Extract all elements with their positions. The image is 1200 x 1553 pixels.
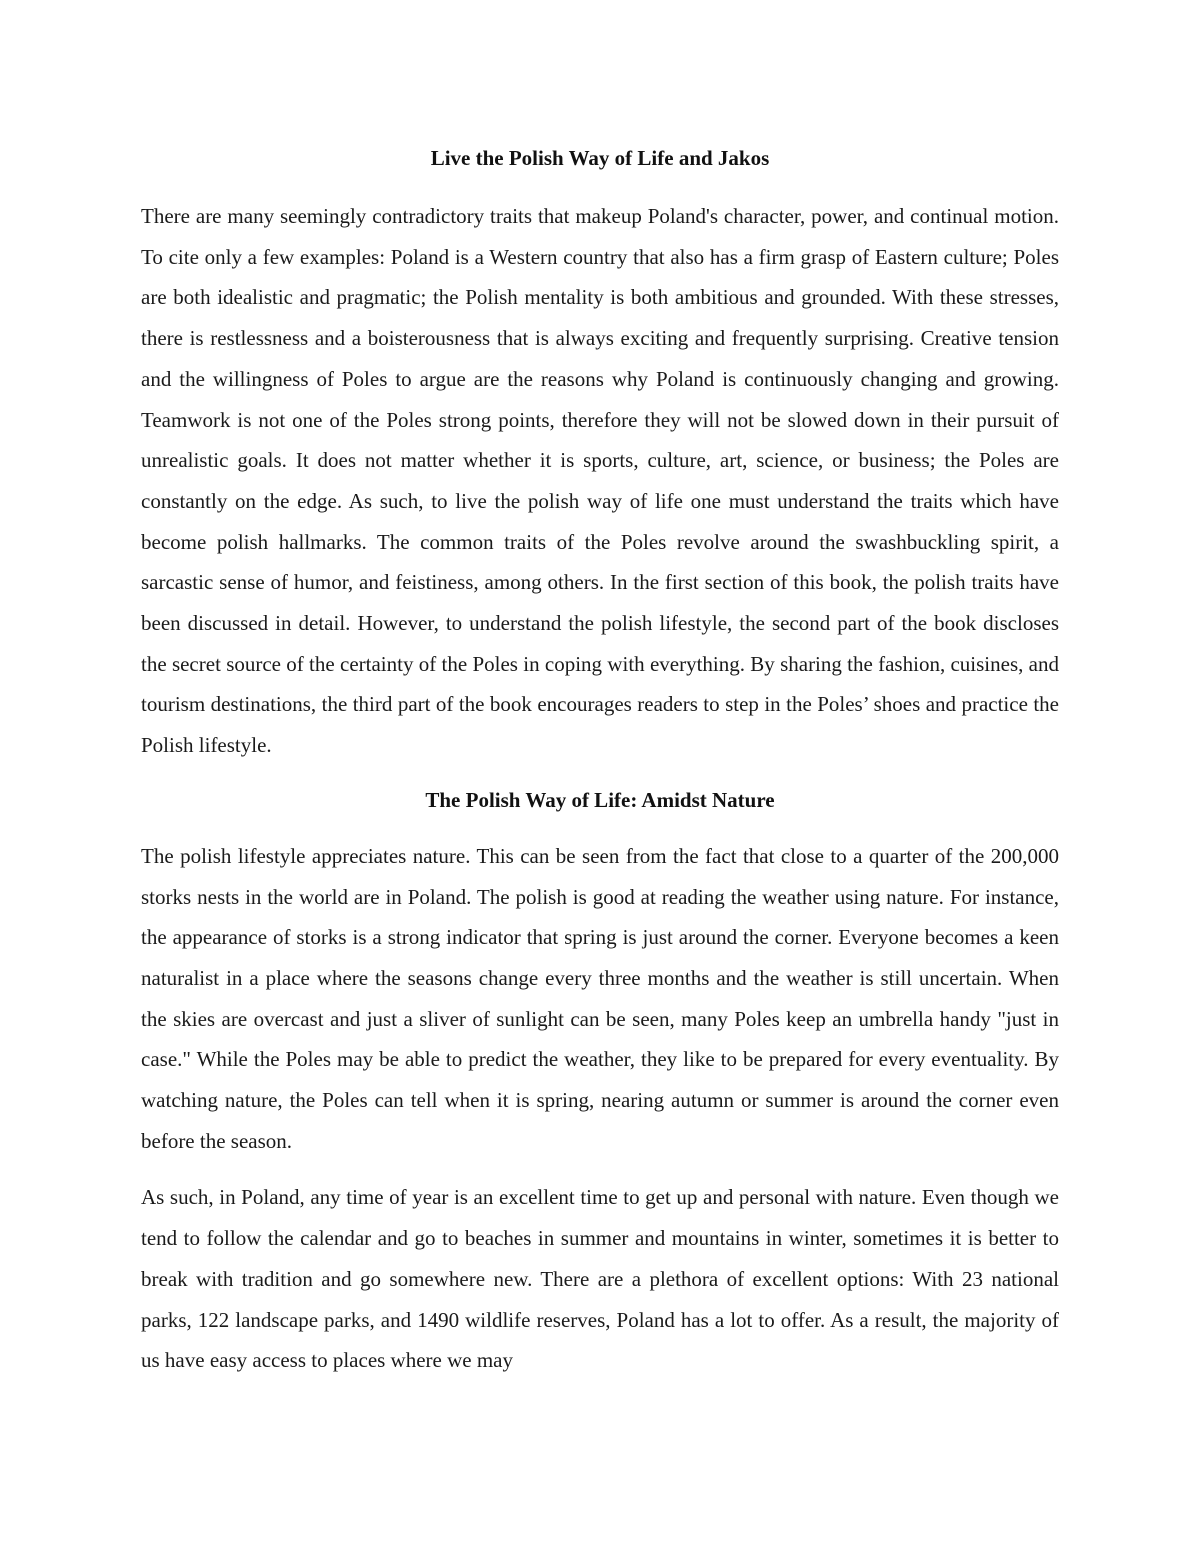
- intro-paragraph: There are many seemingly contradictory traits that makeup Poland's character, power, and continual motion. To cite only a few examples: Poland is a Western country that also has a firm grasp of Eastern culture; Poles are both idealistic and pragmatic; the Polish mentality is both ambitious and grounded. With these stresses, there is restlessness and a boisterousness that is always exciting and frequently surprising. Creative tension and the willingness of Poles to argue are the reasons why Poland is continuously changing and growing. Teamwork is not one of the Poles strong points, therefore they will not be slowed down in their pursuit of unrealistic goals. It does not matter whether it is sports, culture, art, science, or business; the Poles are constantly on the edge. As such, to live the polish way of life one must understand the traits which have become polish hallmarks. The common traits of the Poles revolve around the swashbuckling spirit, a sarcastic sense of humor, and feistiness, among others. In the first section of this book, the polish traits have been discussed in detail. However, to understand the polish lifestyle, the second part of the book discloses the secret source of the certainty of the Poles in coping with everything. By sharing the fashion, cuisines, and tourism destinations, the third part of the book encourages readers to step in the Poles’ shoes and practice the Polish lifestyle.: [141, 204, 1059, 758]
- document-body: [141, 138, 1059, 1381]
- section-heading: The Polish Way of Life: Amidst Nature: [425, 787, 775, 812]
- document-title: Live the Polish Way of Life and Jakos: [430, 146, 770, 170]
- section-paragraph-1: The polish lifestyle appreciates nature. This can be seen from the fact that close to a quarter of the 200,000 storks nests in the world are in Poland. The polish is good at reading the weather using nature. For instance, the appearance of storks is a strong indicator that spring is just around the corner. Everyone becomes a keen naturalist in a place where the seasons change every three months and the weather is still uncertain. When the skies are overcast and just a sliver of sunlight can be seen, many Poles keep an umbrella handy "just in case." While the Poles may be able to predict the weather, they like to be prepared for every eventuality. By watching nature, the Poles can tell when it is spring, nearing autumn or summer is around the corner even before the season.: [141, 843, 1059, 1153]
- section-paragraph-2: As such, in Poland, any time of year is an excellent time to get up and personal with nature. Even though we tend to follow the calendar and go to beaches in summer and mountains in winter, sometimes it is better to break with tradition and go somewhere new. There are a plethora of excellent options: With 23 national parks, 122 landscape parks, and 1490 wildlife reserves, Poland has a lot to offer. As a result, the majority of us have easy access to places where we may: [141, 1185, 1059, 1373]
